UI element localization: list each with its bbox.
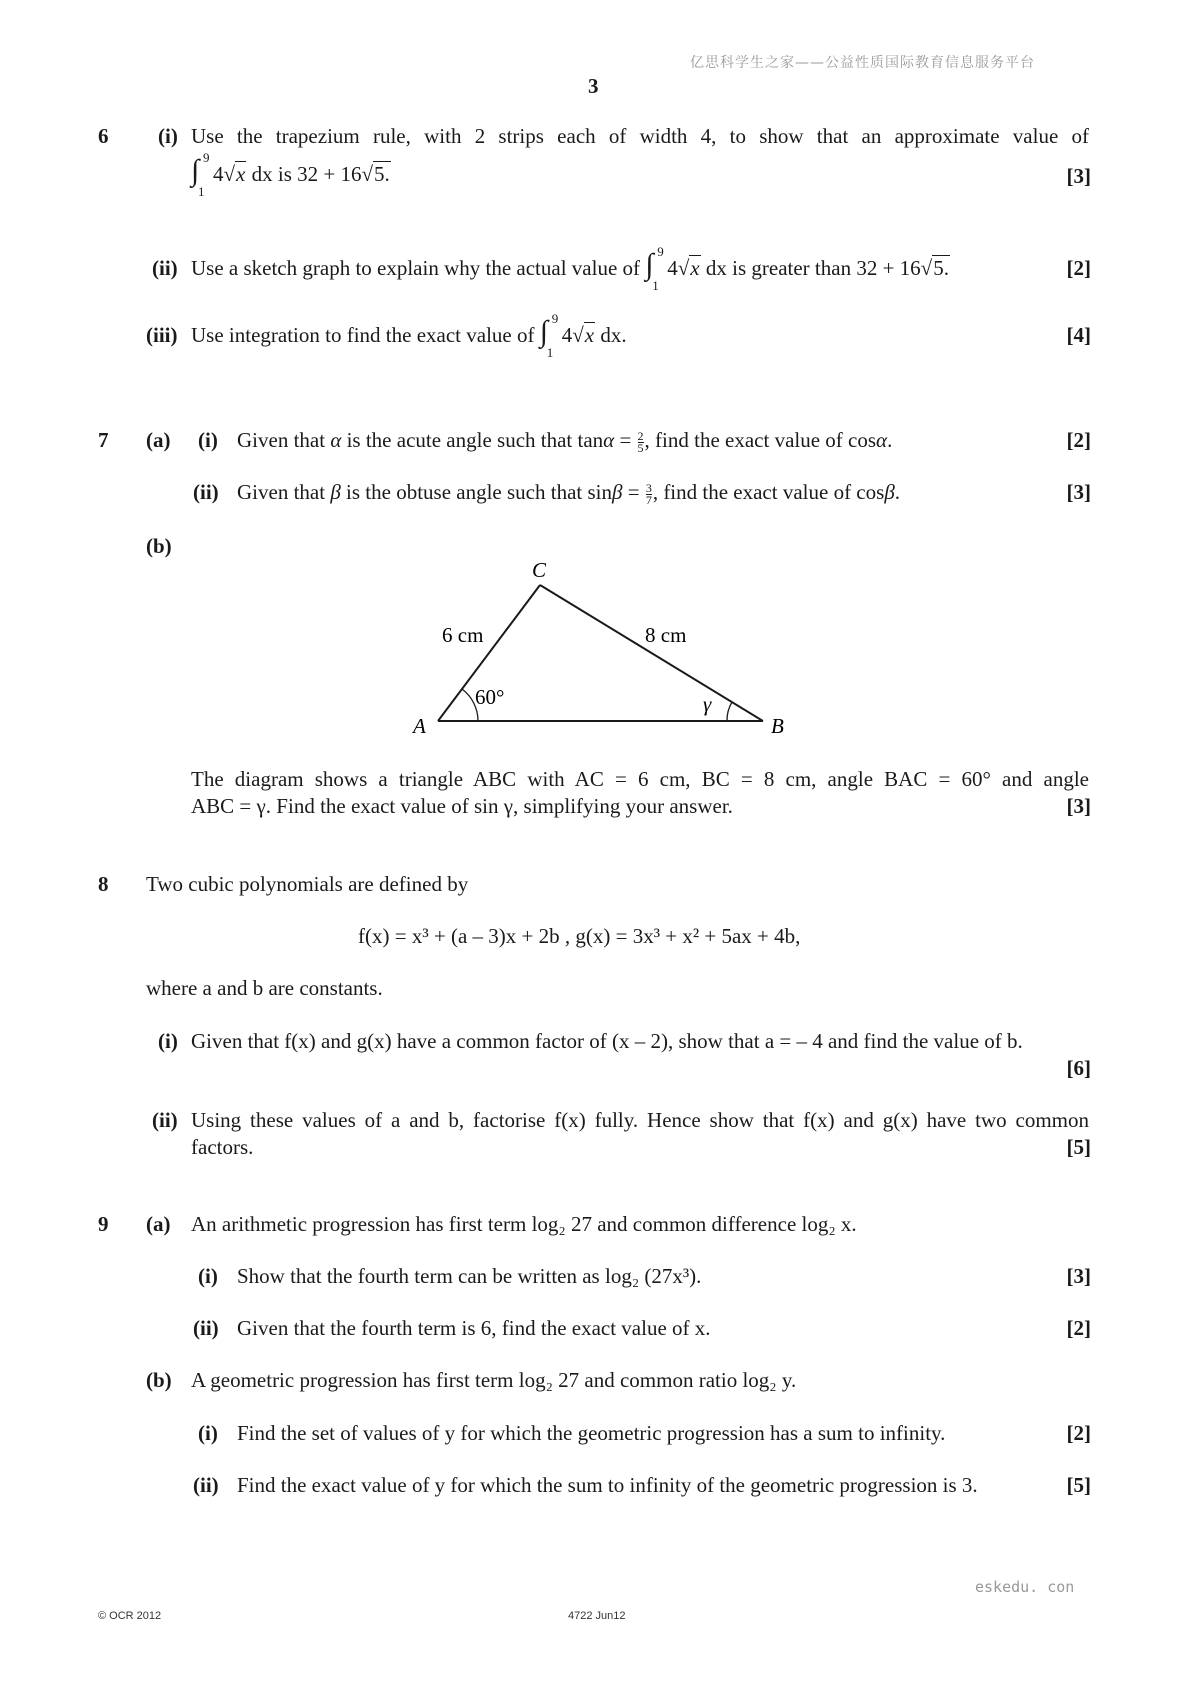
q6-i-mark: [3] xyxy=(1066,164,1091,188)
vertex-b-label: B xyxy=(771,714,784,738)
q8-where: where a and b are constants. xyxy=(146,976,383,1000)
angle-b-label: γ xyxy=(703,692,712,716)
q7-ai-label: (i) xyxy=(198,428,218,452)
angle-b-arc xyxy=(727,702,732,721)
q9-aii-label: (ii) xyxy=(193,1316,219,1340)
q7-aii-label: (ii) xyxy=(193,480,219,504)
q7-b-text-line2: ABC = γ. Find the exact value of sin γ, simplifying your answer. xyxy=(191,794,733,818)
q7-ai-mark: [2] xyxy=(1066,428,1091,452)
page-number: 3 xyxy=(588,74,599,98)
q7-b-text-line1: The diagram shows a triangle ABC with AC = 6 cm, BC = 8 cm, angle BAC = 60° and angle xyxy=(191,767,1089,791)
vertex-a-label: A xyxy=(413,714,426,738)
q9-bi-mark: [2] xyxy=(1066,1421,1091,1445)
q9-ai-label: (i) xyxy=(198,1264,218,1288)
q6-iii-mark: [4] xyxy=(1066,323,1091,347)
q9-ai-text: Show that the fourth term can be written as log₂ (27x³). xyxy=(237,1264,702,1288)
triangle-abc-diagram xyxy=(400,550,800,740)
watermark: 亿思科学生之家——公益性质国际教育信息服务平台 xyxy=(690,55,1035,71)
q9-bi-text: Find the set of values of y for which the geometric progression has a sum to infinity. xyxy=(237,1421,946,1445)
q6-ii-text: Use a sketch graph to explain why the actual value of ∫ 9 1 4√x dx is greater than 32 + 16√5. xyxy=(191,244,949,294)
sqrt-symbol: √x xyxy=(223,162,246,186)
footer-paper-code: 4722 Jun12 xyxy=(568,1610,626,1622)
q8-i-text: Given that f(x) and g(x) have a common factor of (x – 2), show that a = – 4 and find the value of b. xyxy=(191,1029,1023,1053)
q7-b-label: (b) xyxy=(146,534,172,558)
side-bc-label: 8 cm xyxy=(645,623,687,647)
q7-ai-text: Given that α is the acute angle such that tanα = $\frac{2}{5}$ , find the exact value of cosα. xyxy=(237,428,893,455)
q8-ii-text-line2: factors. xyxy=(191,1135,254,1159)
fraction-three-sevenths: $\frac{3}{7}$ xyxy=(645,480,652,507)
q6-i-integral: ∫ 9 1 4√x dx is 32 + 16√5. xyxy=(191,150,390,200)
question-8-number: 8 xyxy=(98,872,109,896)
q9-bii-mark: [5] xyxy=(1066,1473,1091,1497)
q7-aii-mark: [3] xyxy=(1066,480,1091,504)
question-6-number: 6 xyxy=(98,124,109,148)
q7-aii-text: Given that β is the obtuse angle such that sinβ = $\frac{3}{7}$ , find the exact value of cosβ. xyxy=(237,480,901,507)
q8-ii-mark: [5] xyxy=(1066,1135,1091,1159)
q8-equation: f(x) = x³ + (a – 3)x + 2b , g(x) = 3x³ + x² + 5ax + 4b, xyxy=(358,924,801,948)
question-7-number: 7 xyxy=(98,428,109,452)
fraction-two-fifths: $\frac{2}{5}$ xyxy=(637,428,644,455)
q8-ii-label: (ii) xyxy=(152,1108,178,1132)
vertex-c-label: C xyxy=(532,558,547,582)
q7-a-label: (a) xyxy=(146,428,171,452)
q6-iii-text: Use integration to find the exact value of ∫ 9 1 4√x dx. xyxy=(191,311,627,361)
q9-bii-label: (ii) xyxy=(193,1473,219,1497)
question-9-number: 9 xyxy=(98,1212,109,1236)
side-bc xyxy=(540,585,763,721)
site-watermark: eskedu. con xyxy=(975,1578,1075,1596)
q9-ai-mark: [3] xyxy=(1066,1264,1091,1288)
q9-a-label: (a) xyxy=(146,1212,171,1236)
q6-ii-label: (ii) xyxy=(152,256,178,280)
q6-i-label: (i) xyxy=(158,124,178,148)
q6-iii-label: (iii) xyxy=(146,323,178,347)
q9-aii-mark: [2] xyxy=(1066,1316,1091,1340)
q9-a-text: An arithmetic progression has first term log₂ 27 and common difference log₂ x. xyxy=(191,1212,857,1236)
side-ac-label: 6 cm xyxy=(442,623,484,647)
q9-bii-text: Find the exact value of y for which the sum to infinity of the geometric progression is 3. xyxy=(237,1473,978,1497)
angle-a-label: 60° xyxy=(475,685,505,709)
footer-copyright: © OCR 2012 xyxy=(98,1610,162,1622)
q6-ii-mark: [2] xyxy=(1066,256,1091,280)
q7-b-mark: [3] xyxy=(1066,794,1091,818)
q8-i-mark: [6] xyxy=(1066,1056,1091,1080)
q9-aii-text: Given that the fourth term is 6, find the exact value of x. xyxy=(237,1316,711,1340)
integral-sign: ∫ 9 1 xyxy=(191,150,210,200)
q8-i-label: (i) xyxy=(158,1029,178,1053)
q8-intro: Two cubic polynomials are defined by xyxy=(146,872,469,896)
q6-i-text: Use the trapezium rule, with 2 strips each of width 4, to show that an approximate value of xyxy=(191,124,1089,148)
q9-bi-label: (i) xyxy=(198,1421,218,1445)
q9-b-text: A geometric progression has first term log₂ 27 and common ratio log₂ y. xyxy=(191,1368,797,1392)
q8-ii-text-line1: Using these values of a and b, factorise f(x) fully. Hence show that f(x) and g(x) have two common xyxy=(191,1108,1089,1132)
q9-b-label: (b) xyxy=(146,1368,172,1392)
